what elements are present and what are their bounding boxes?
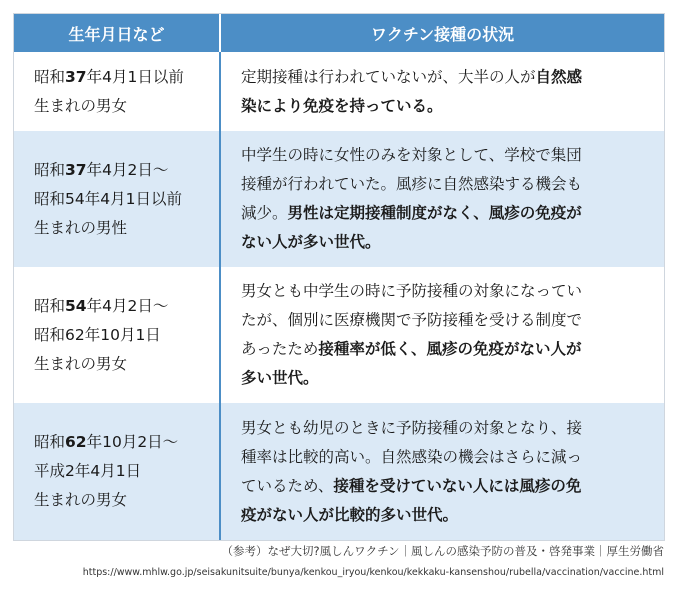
table-header: [14, 14, 664, 52]
bold-text: 多い世代。: [241, 369, 319, 387]
text-segment: 昭和54年4月1日以前: [34, 189, 182, 208]
text-segment: 生まれの男性: [34, 218, 128, 237]
status-cell: [241, 141, 582, 257]
text-segment: 年4月2日～: [86, 160, 169, 179]
text-segment: 減少。: [241, 204, 288, 222]
text-segment: ているため、: [241, 476, 334, 495]
source-caption: （参考）なぜ大切?風しんワクチン｜風しんの感染予防の普及・啓発事業｜厚生労働省: [221, 544, 664, 558]
birthdate-cell: [34, 156, 182, 243]
table-row: [14, 267, 664, 403]
text-segment: 昭和: [34, 67, 66, 86]
bold-text: 接種を受けていない人には風疹の免: [333, 476, 582, 495]
source-url: https://www.mhlw.go.jp/seisakunitsuite/bunya/kenkou_iryou/kenkou/kekkaku-kansenshou/rubella/vaccination/vaccine.html: [82, 567, 664, 578]
text-segment: 男女とも幼児のときに予防接種の対象となり、接: [241, 418, 583, 437]
header-vaccination-status: ワクチン接種の状況: [370, 24, 515, 44]
bold-text: 染により免疫を持っている。: [241, 96, 443, 115]
text-segment: 生まれの男女: [34, 96, 128, 115]
birthdate-cell: [34, 428, 178, 515]
status-cell: [241, 414, 582, 530]
table-row: [14, 52, 664, 131]
bold-text: 62: [65, 433, 87, 451]
bold-text: 54: [65, 296, 87, 315]
bold-text: 接種率が低く、風疹の免疫がない人が: [318, 340, 582, 358]
text-segment: 種率は比較的高い。自然感染の機会はさらに減っ: [241, 447, 583, 466]
text-segment: 昭和: [34, 433, 66, 451]
text-segment: 定期接種は行われていないが、大半の人が: [241, 67, 536, 86]
text-segment: 生まれの男女: [34, 491, 128, 509]
text-segment: 中学生の時に女性のみを対象として、学校で集団: [241, 146, 582, 164]
text-segment: 年10月2日～: [86, 433, 179, 451]
bold-text: 自然感: [535, 67, 583, 86]
birthdate-cell: [34, 63, 184, 121]
text-segment: 年4月1日以前: [86, 67, 184, 86]
table-row: [14, 403, 664, 540]
bold-text: 疫がない人が比較的多い世代。: [241, 505, 459, 524]
text-segment: 昭和62年10月1日: [34, 325, 161, 344]
bold-text: 男性は定期接種制度がなく、風疹の免疫が: [287, 204, 582, 222]
text-segment: たが、個別に医療機関で予防接種を受ける制度で: [241, 311, 583, 329]
text-segment: 昭和: [34, 160, 66, 179]
text-segment: あったため: [241, 340, 319, 358]
text-segment: 平成2年4月1日: [34, 462, 142, 480]
vaccination-table: [13, 13, 665, 541]
bold-text: ない人が多い世代。: [241, 233, 381, 251]
status-cell: [241, 277, 582, 393]
text-segment: 昭和: [34, 296, 66, 315]
text-segment: 生まれの男女: [34, 354, 128, 373]
birthdate-cell: [34, 292, 168, 379]
status-cell: [241, 63, 582, 121]
bold-text: 37: [65, 160, 87, 179]
text-segment: 男女とも中学生の時に予防接種の対象になってい: [241, 282, 583, 300]
bold-text: 37: [65, 67, 87, 86]
text-segment: 接種が行われていた。風疹に自然感染する機会も: [241, 175, 583, 193]
table-row: [14, 131, 664, 267]
header-birthdate: 生年月日など: [14, 14, 221, 52]
text-segment: 年4月2日～: [86, 296, 169, 315]
